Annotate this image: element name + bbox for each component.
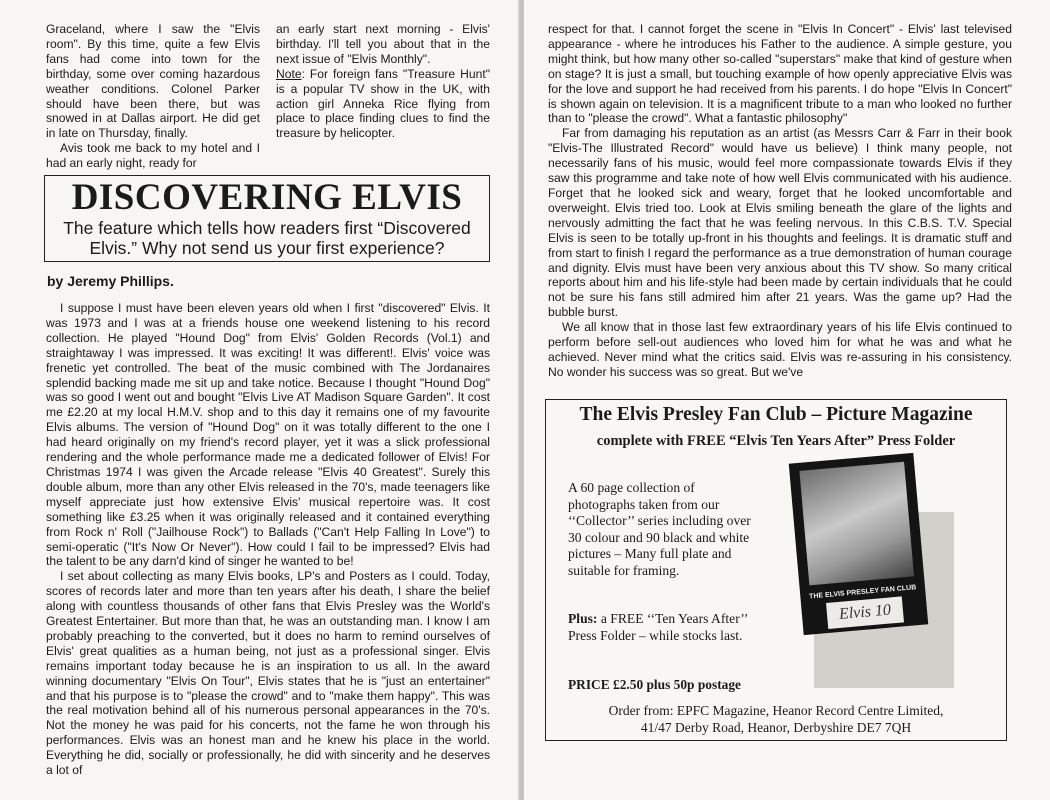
advert-price: PRICE £2.50 plus 50p postage xyxy=(568,677,741,692)
plus-label: Plus: xyxy=(568,611,598,626)
paragraph: an early start next morning - Elvis' birthday. I'll tell you about that in the next issue of "Elvis Monthly". xyxy=(276,22,490,66)
paragraph: I set about collecting as many Elvis books, LP's and Posters as I could. Today, scores of records later and more than ten years after his death, I share the belief along with countless thousands of other fans that Elvis Presley was the World's Greatest Entertainer. But more than that, he was an outstanding man. I know I am probably preaching to the converted, but it does no harm to remind ourselves of Elvis' great qualities as a human being, not just as a professional singer. Elvis remains important today because he is an inspiration to us all. In the award winning documentary "Elvis On Tour", Elvis states that he is "just an entertainer" and that his purpose is to "please the crowd" and to "make them happy". This was the real motivation behind all of his numerous personal appearances in the 70's. Not the money he was paid for his concerts, not the fame he won through his performances. Elvis was an honest man and he knew his place in the world. Everything he did, socially or professionally, he did with sincerity and he deserves a lot of xyxy=(46,569,490,778)
note-paragraph xyxy=(276,67,490,142)
article-body-left xyxy=(46,301,490,778)
note-label: Note xyxy=(276,66,302,81)
press-folder-image xyxy=(789,453,929,635)
folder-logo: Elvis 10 xyxy=(826,596,904,629)
feature-subtitle-line1: The feature which tells how readers first “Discovered xyxy=(63,218,471,238)
order-line-2: 41/47 Derby Road, Heanor, Derbyshire DE7 7QH xyxy=(640,719,912,735)
plus-text: a FREE ‘‘Ten Years After’’ Press Folder – while stocks last. xyxy=(568,611,748,643)
feature-heading-box xyxy=(44,175,490,262)
order-line-1: Order from: EPFC Magazine, Heanor Record Centre Limited, xyxy=(608,703,944,718)
paragraph: respect for that. I cannot forget the scene in "Elvis In Concert" - Elvis' last televised appearance - where he introduces his Father to the audience. A simple gesture, you might think, but how many other so-called "superstars" make that kind of gesture when on stage? It is just a small, but touching example of how openly appreciative Elvis was for the love and support he had received from his parents. I do hope "Elvis In Concert" is shown again on television. It is a magnificent tribute to a man who looked no further than to "please the crowd". What a fantastic philosophy" xyxy=(548,22,1012,126)
byline: by Jeremy Phillips. xyxy=(47,273,174,289)
advert-subtitle: complete with FREE “Elvis Ten Years After” Press Folder xyxy=(596,433,956,449)
elvis-photo xyxy=(799,462,914,586)
top-column-2 xyxy=(276,22,490,141)
top-column-1 xyxy=(46,22,260,171)
paragraph: Avis took me back to my hotel and I had an early night, ready for xyxy=(46,141,260,171)
advert-description: A 60 page collection of photographs taken from our ‘‘Collector’’ series including over 30 colour and 90 black and white pictures – Many full plate and suitable for framing. xyxy=(568,480,751,578)
paragraph: Graceland, where I saw the "Elvis room". By this time, quite a few Elvis fans had come into town for the birthday, some over coming hazardous weather conditions. Colonel Parker should have been there, but was snowed in at Dallas airport. He did get in late on Thursday, finally. xyxy=(46,22,260,141)
left-page xyxy=(0,0,520,800)
note-text: : For foreign fans "Treasure Hunt" is a popular TV show in the UK, with action girl Anneka Rice flying from place to place finding clues to find the treasure by helicopter. xyxy=(276,66,490,141)
right-page xyxy=(524,0,1050,800)
advert-order-info xyxy=(546,703,1006,736)
advert-plus-offer xyxy=(568,611,758,644)
feature-title: DISCOVERING ELVIS xyxy=(71,177,463,218)
paragraph: Far from damaging his reputation as an artist (as Messrs Carr & Farr in their book "Elvis-The Illustrated Record" would have us believe) I think many people, not necessarily fans of his music, would feel more compassionate towards Elvis if they saw this programme and take note of how well Elvis communicated with his audience. Forget that he looked sick and weary, forget that he looked uncomfortable and overweight. Elvis tried too. Look at Elvis smiling beneath the glare of the lights and nervously admitting the fact that he was feeling nervous. In this C.B.S. T.V. Special Elvis is seen to be totally up-front in his thoughts and feelings. It is dramatic stuff and from start to finish I regard the performance as a true demonstration of human courage and dignity. Elvis must have been very anxious about this TV show. So many critical reports about him and his life-style had been made by certain individuals that he could not be sure his fans still admired him after 21 years. Was the game up? Had the bubble burst. xyxy=(548,126,1012,320)
article-body-right xyxy=(548,22,1012,380)
paragraph: I suppose I must have been eleven years old when I first "discovered" Elvis. It was 1973 and I was at a friends house one weekend listening to his record collection. He played "Hound Dog" from Elvis' Golden Records (Vol.1) and straightaway I was impressed. It was exciting! It was different!. Elvis' voice was frenetic yet controlled. The beat of the music combined with The Jordanaires splendid backing made me sit up and take notice. Because I thought "Hound Dog" was so good I went out and bought "Elvis Live AT Madison Square Garden". It cost me £2.20 at my local H.M.V. shop and to this day it remains one of my favourite Elvis albums. The version of "Hound Dog" on it was totally different to the one I had heard originally on my friend's record player, yet it was a slick professional rendering and the whole performance made me a dedicated follower of Elvis! For Christmas 1974 I was given the Arcade release "Elvis 40 Greatest". Surely this double album, more than any other Elvis released in the 70's, made teenagers like myself appreciate just how extensive Elvis' musical repertoire was. It cost something like £3.25 when it was originally released and it contained everything from Rock n' Roll ("Jailhouse Rock") to Ballads ("Can't Help Falling In Love") to semi-operatic ("It's Now Or Never"). How could I fail to be impressed? Elvis had the talent to be any darn'd kind of singer he wanted to be! xyxy=(46,301,490,569)
feature-subtitle-line2: Elvis.” Why not send us your first experience? xyxy=(89,238,445,258)
advert-title: The Elvis Presley Fan Club – Picture Magazine xyxy=(579,404,973,425)
fan-club-advert xyxy=(545,399,1007,741)
paragraph: We all know that in those last few extraordinary years of his life Elvis continued to perform before sell-out audiences who loved him for what he was and what he achieved. Never mind what the critics said. Elvis was re-assuring in his consistency. No wonder his success was so great. But we've xyxy=(548,320,1012,379)
folder-band-text: THE ELVIS PRESLEY FAN CLUB xyxy=(808,584,917,601)
